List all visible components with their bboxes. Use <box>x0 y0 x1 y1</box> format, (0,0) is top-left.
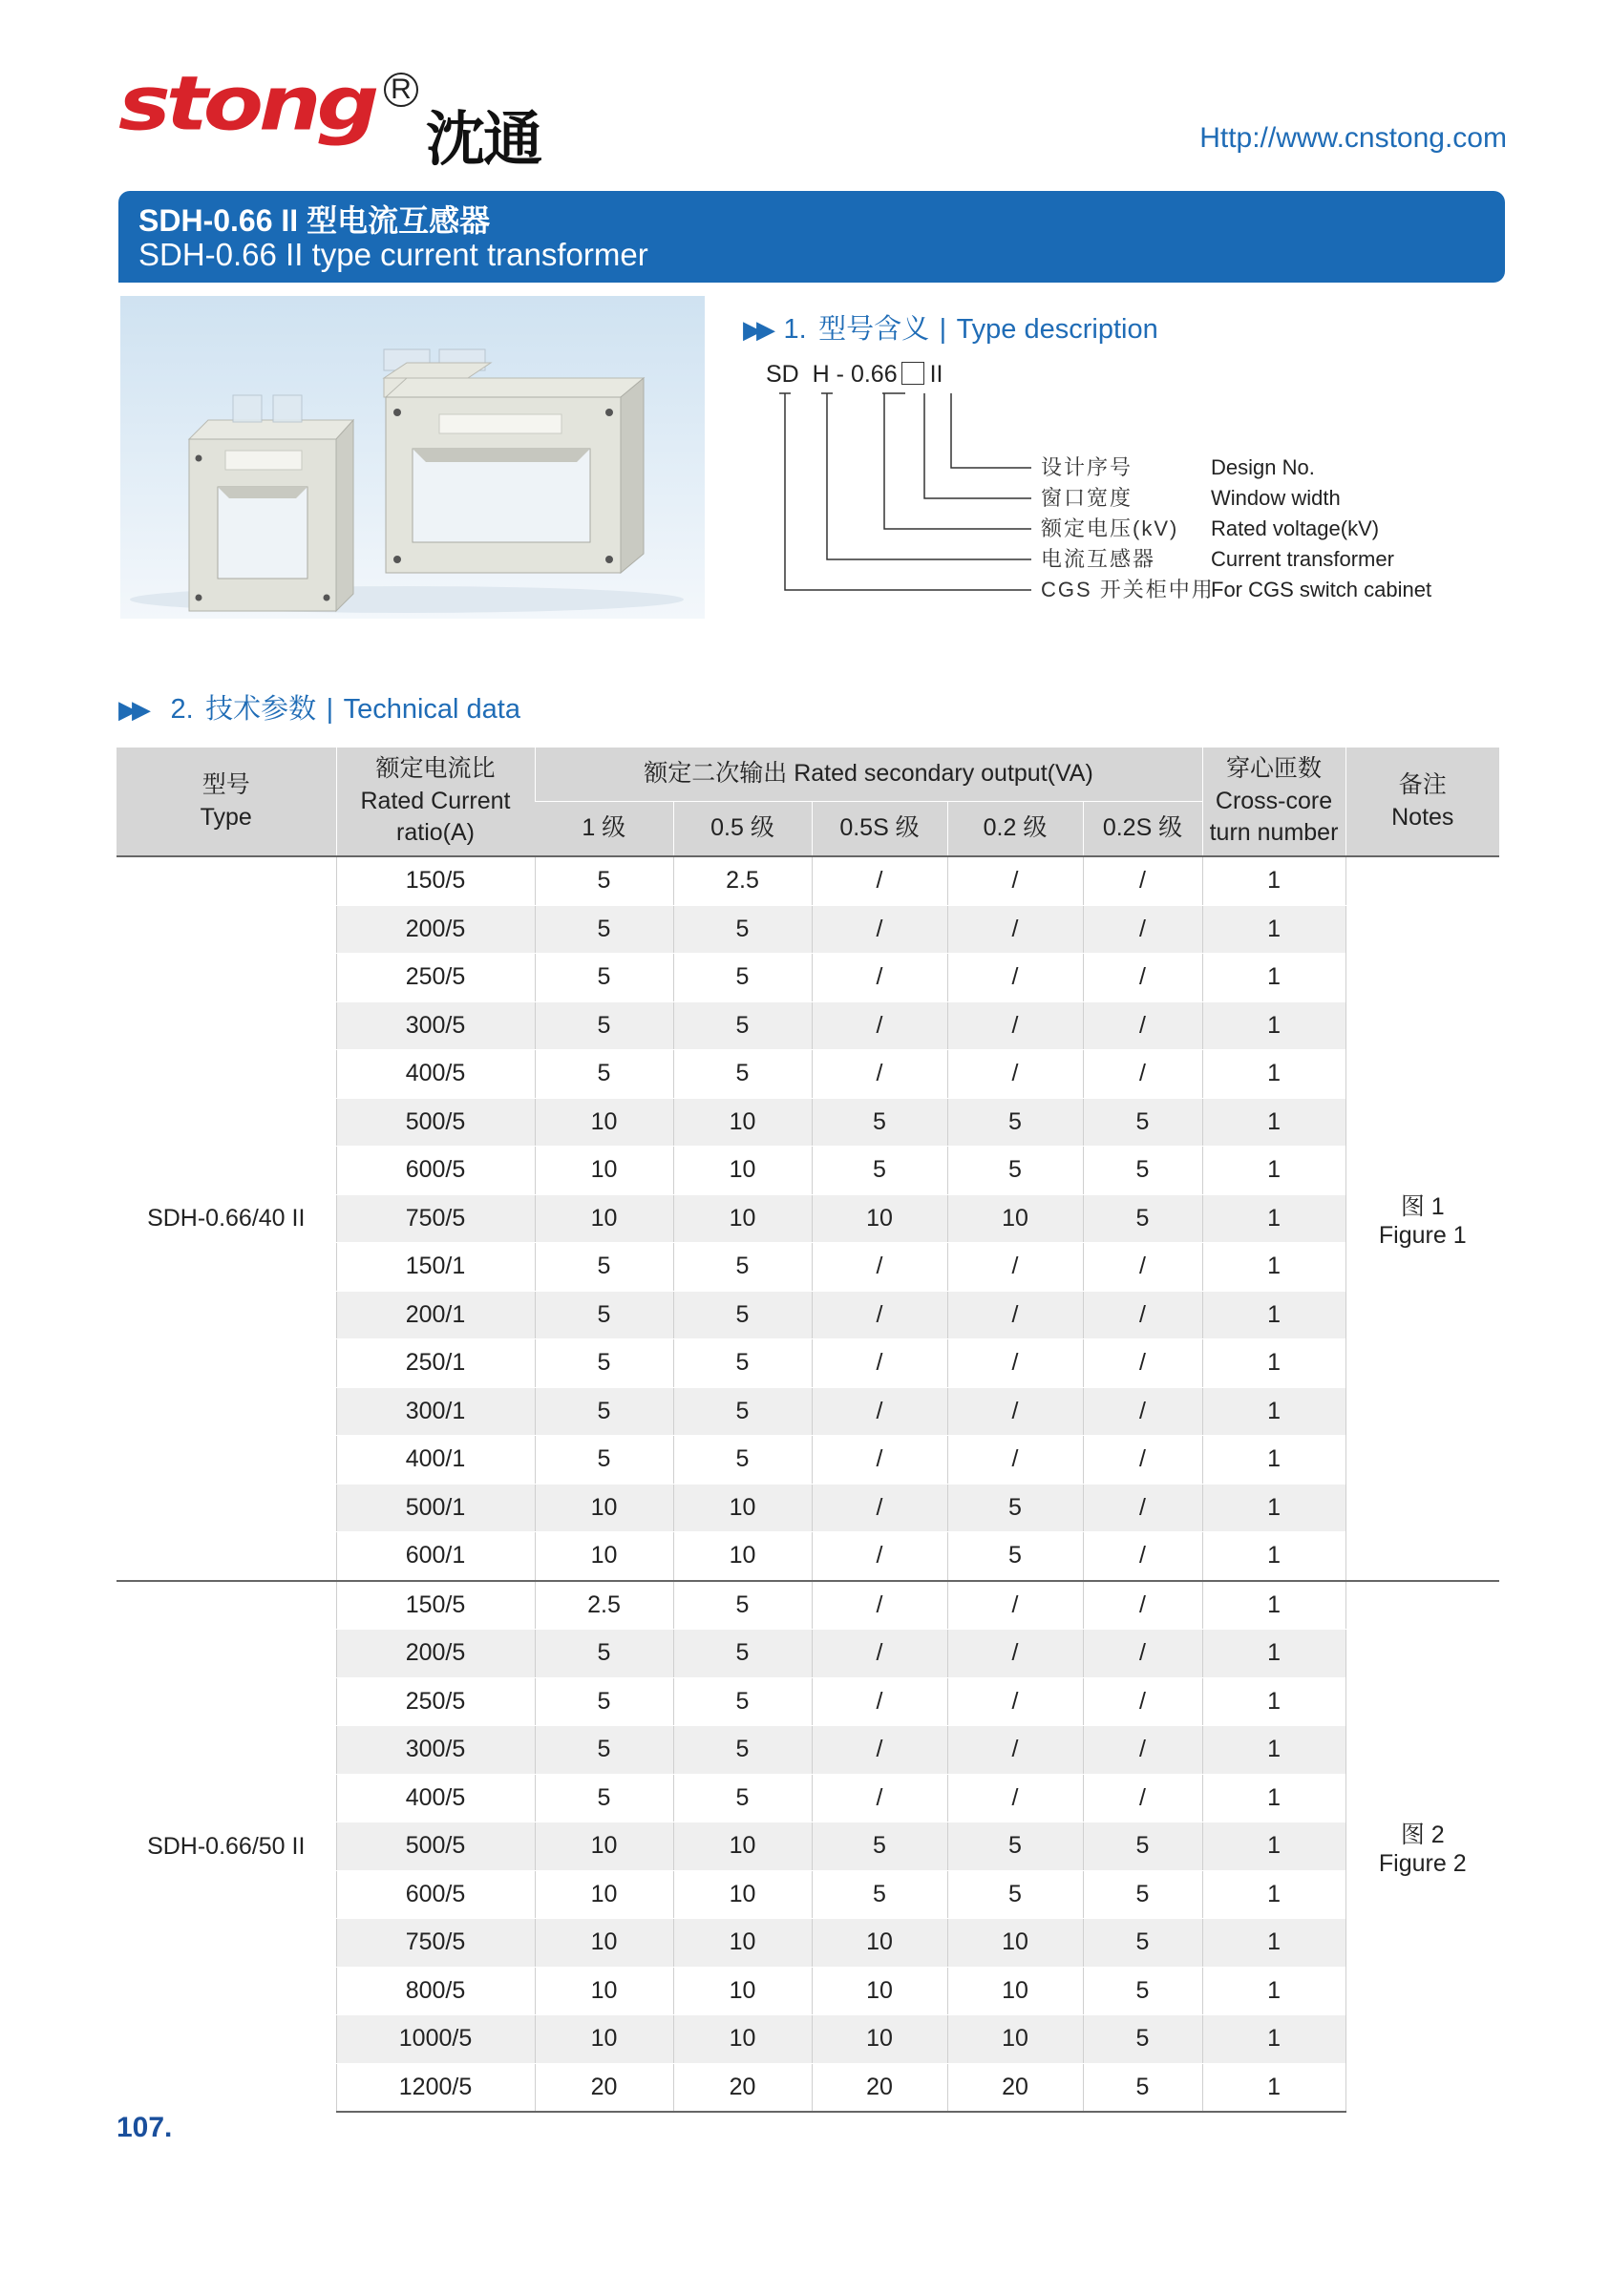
section2-title-en: Technical data <box>343 694 520 725</box>
output-cell: 5 <box>812 1098 947 1147</box>
table-row <box>117 856 1499 905</box>
header-ratio <box>336 748 535 856</box>
turns-cell: 1 <box>1202 1194 1345 1243</box>
turns-cell: 1 <box>1202 1677 1345 1726</box>
note-cn: 图 1 <box>1400 1192 1445 1220</box>
output-cell: 10 <box>535 1532 673 1581</box>
output-cell: 5 <box>673 1726 812 1775</box>
header-ratio-cn: 额定电流比 <box>375 754 496 782</box>
legend-en-window-width: Window width <box>1211 486 1341 510</box>
output-cell: / <box>812 954 947 1002</box>
output-cell: 5 <box>535 1291 673 1339</box>
output-cell: 10 <box>673 1822 812 1871</box>
section2-heading <box>118 687 520 727</box>
header-type-en: Type <box>200 803 252 831</box>
ratio-cell: 200/5 <box>336 1630 535 1678</box>
legend-cn-window-width: 窗口宽度 <box>1041 486 1133 510</box>
note-en: Figure 2 <box>1378 1849 1467 1877</box>
output-cell: 5 <box>673 1339 812 1388</box>
output-cell: / <box>812 1291 947 1339</box>
double-arrow-icon: ▶▶ <box>118 695 145 724</box>
output-cell: 5 <box>535 856 673 905</box>
output-cell: / <box>812 1387 947 1436</box>
header-output-cn: 额定二次输出 <box>644 760 788 788</box>
product-photo <box>120 296 705 619</box>
output-cell: / <box>947 1001 1083 1050</box>
header-class-0-2: 0.2 级 <box>947 802 1083 857</box>
output-cell: / <box>1083 1726 1202 1775</box>
output-cell: / <box>947 1581 1083 1630</box>
turns-cell: 1 <box>1202 1147 1345 1195</box>
ratio-cell: 300/1 <box>336 1387 535 1436</box>
note-cn: 图 2 <box>1400 1821 1445 1848</box>
output-cell: 5 <box>535 1050 673 1099</box>
output-cell: / <box>1083 905 1202 954</box>
output-cell: / <box>947 905 1083 954</box>
turns-cell: 1 <box>1202 2015 1345 2064</box>
output-cell: 5 <box>673 1581 812 1630</box>
output-cell: 20 <box>812 2063 947 2112</box>
section2-number: 2. <box>170 694 194 725</box>
output-cell: 10 <box>535 2015 673 2064</box>
output-cell: 5 <box>1083 1194 1202 1243</box>
large-transformer-shape <box>384 349 644 573</box>
output-cell: 5 <box>673 1677 812 1726</box>
output-cell: 20 <box>947 2063 1083 2112</box>
type-legend <box>1041 453 1215 605</box>
registered-mark: R <box>384 73 418 107</box>
code-sd: SD <box>766 361 799 388</box>
output-cell: 10 <box>947 1194 1083 1243</box>
ratio-cell: 500/1 <box>336 1484 535 1532</box>
output-cell: / <box>947 1291 1083 1339</box>
output-cell: 5 <box>535 1339 673 1388</box>
legend-en-design-no: Design No. <box>1211 455 1315 479</box>
turns-cell: 1 <box>1202 1387 1345 1436</box>
model-cell: SDH-0.66/40 II <box>117 856 336 1581</box>
website-link[interactable]: Http://www.cnstong.com <box>1199 122 1507 154</box>
header-ratio-en1: Rated Current <box>360 787 511 814</box>
output-cell: / <box>1083 1484 1202 1532</box>
page-number: 107. <box>117 2112 173 2143</box>
output-cell: 5 <box>673 1291 812 1339</box>
output-cell: 5 <box>1083 1870 1202 1919</box>
turns-cell: 1 <box>1202 1098 1345 1147</box>
ratio-cell: 250/5 <box>336 954 535 1002</box>
legend-cn-current-transformer: 电流互感器 <box>1041 547 1156 571</box>
output-cell: 5 <box>535 1243 673 1292</box>
output-cell: / <box>947 1677 1083 1726</box>
output-cell: 10 <box>673 1098 812 1147</box>
output-cell: / <box>812 1532 947 1581</box>
output-cell: 10 <box>673 1147 812 1195</box>
transformer-illustration <box>120 296 705 619</box>
ratio-cell: 150/5 <box>336 856 535 905</box>
output-cell: 5 <box>673 1001 812 1050</box>
output-cell: 10 <box>673 1484 812 1532</box>
output-cell: / <box>947 1243 1083 1292</box>
ratio-cell: 200/5 <box>336 905 535 954</box>
output-cell: 5 <box>673 1243 812 1292</box>
header-output <box>535 748 1202 802</box>
ratio-cell: 600/1 <box>336 1532 535 1581</box>
output-cell: 5 <box>673 1436 812 1485</box>
page-title-cn: SDH-0.66 II 型电流互感器 <box>138 203 491 238</box>
code-h: H <box>812 361 830 388</box>
output-cell: / <box>1083 1291 1202 1339</box>
output-cell: / <box>947 1050 1083 1099</box>
legend-cn-design-no: 设计序号 <box>1041 455 1133 479</box>
turns-cell: 1 <box>1202 1630 1345 1678</box>
turns-cell: 1 <box>1202 1050 1345 1099</box>
output-cell: / <box>1083 1001 1202 1050</box>
ratio-cell: 750/5 <box>336 1919 535 1968</box>
turns-cell: 1 <box>1202 856 1345 905</box>
ratio-cell: 400/5 <box>336 1050 535 1099</box>
legend-en-cgs: For CGS switch cabinet <box>1211 578 1432 601</box>
ratio-cell: 200/1 <box>336 1291 535 1339</box>
output-cell: 10 <box>673 1194 812 1243</box>
output-cell: 5 <box>673 1630 812 1678</box>
header-notes <box>1345 748 1499 856</box>
header-turns-en2: turn number <box>1209 819 1339 847</box>
output-cell: 5 <box>535 1436 673 1485</box>
table-body <box>117 856 1499 2112</box>
legend-en-current-transformer: Current transformer <box>1211 547 1394 571</box>
output-cell: / <box>947 1630 1083 1678</box>
header-class-0-2s: 0.2S 级 <box>1083 802 1202 857</box>
turns-cell: 1 <box>1202 1822 1345 1871</box>
ratio-cell: 150/5 <box>336 1581 535 1630</box>
output-cell: 2.5 <box>673 856 812 905</box>
output-cell: 5 <box>1083 1822 1202 1871</box>
output-cell: / <box>1083 1532 1202 1581</box>
turns-cell: 1 <box>1202 1532 1345 1581</box>
output-cell: 2.5 <box>535 1581 673 1630</box>
output-cell: 5 <box>535 1677 673 1726</box>
output-cell: 20 <box>673 2063 812 2112</box>
model-cell: SDH-0.66/50 II <box>117 1581 336 2113</box>
header-turns-cn: 穿心匝数 <box>1226 754 1323 782</box>
turns-cell: 1 <box>1202 1436 1345 1485</box>
section1-number: 1. <box>783 314 807 345</box>
ratio-cell: 600/5 <box>336 1147 535 1195</box>
double-arrow-icon: ▶▶ <box>743 315 770 344</box>
output-cell: / <box>812 1726 947 1775</box>
code-voltage: 0.66 <box>850 361 898 388</box>
output-cell: / <box>1083 1581 1202 1630</box>
type-legend-en <box>1211 453 1431 605</box>
output-cell: 10 <box>673 1967 812 2015</box>
turns-cell: 1 <box>1202 1484 1345 1532</box>
output-cell: / <box>947 1726 1083 1775</box>
header-class-0-5: 0.5 级 <box>673 802 812 857</box>
output-cell: 10 <box>535 1147 673 1195</box>
ratio-cell: 250/5 <box>336 1677 535 1726</box>
legend-en-rated-voltage: Rated voltage(kV) <box>1211 516 1380 540</box>
output-cell: 5 <box>947 1532 1083 1581</box>
output-cell: 5 <box>947 1870 1083 1919</box>
turns-cell: 1 <box>1202 1967 1345 2015</box>
output-cell: 10 <box>812 1967 947 2015</box>
output-cell: 5 <box>673 905 812 954</box>
output-cell: 5 <box>535 1001 673 1050</box>
small-transformer-shape <box>189 395 353 611</box>
ratio-cell: 750/5 <box>336 1194 535 1243</box>
output-cell: / <box>1083 1387 1202 1436</box>
output-cell: / <box>1083 1630 1202 1678</box>
ratio-cell: 300/5 <box>336 1001 535 1050</box>
output-cell: 10 <box>535 1194 673 1243</box>
output-cell: 5 <box>947 1147 1083 1195</box>
output-cell: / <box>812 1243 947 1292</box>
output-cell: 5 <box>535 1630 673 1678</box>
output-cell: 10 <box>947 1967 1083 2015</box>
output-cell: 10 <box>812 1919 947 1968</box>
ratio-cell: 1000/5 <box>336 2015 535 2064</box>
output-cell: / <box>947 1774 1083 1822</box>
output-cell: 5 <box>673 1050 812 1099</box>
page-title-en: SDH-0.66 II type current transformer <box>138 237 648 272</box>
section1-title-cn: 型号含义 <box>818 314 930 345</box>
output-cell: 10 <box>535 1967 673 2015</box>
code-design-no: II <box>929 361 943 388</box>
type-code <box>766 361 943 389</box>
section1-title-en: Type description <box>956 314 1158 345</box>
output-cell: / <box>812 1050 947 1099</box>
output-cell: 10 <box>673 2015 812 2064</box>
output-cell: 5 <box>947 1098 1083 1147</box>
output-cell: 10 <box>673 1870 812 1919</box>
section2-title-cn: 技术参数 <box>205 694 317 725</box>
output-cell: / <box>947 1387 1083 1436</box>
output-cell: / <box>812 905 947 954</box>
brand-logo-cn: 沈通 <box>426 104 541 174</box>
output-cell: / <box>1083 856 1202 905</box>
output-cell: 10 <box>535 1098 673 1147</box>
notes-cell <box>1345 856 1499 1581</box>
ratio-cell: 500/5 <box>336 1822 535 1871</box>
output-cell: / <box>812 1484 947 1532</box>
output-cell: 5 <box>1083 1967 1202 2015</box>
output-cell: 10 <box>535 1822 673 1871</box>
output-cell: 5 <box>673 1774 812 1822</box>
output-cell: / <box>947 1339 1083 1388</box>
ratio-cell: 800/5 <box>336 1967 535 2015</box>
output-cell: 10 <box>673 1919 812 1968</box>
header-class-0-5s: 0.5S 级 <box>812 802 947 857</box>
legend-cn-cgs: CGS 开关柜中用 <box>1041 578 1215 601</box>
output-cell: 5 <box>535 905 673 954</box>
output-cell: 10 <box>947 1919 1083 1968</box>
output-cell: / <box>812 1001 947 1050</box>
output-cell: 5 <box>947 1484 1083 1532</box>
header-ratio-en2: ratio(A) <box>396 819 475 847</box>
turns-cell: 1 <box>1202 1001 1345 1050</box>
window-width-box <box>901 362 924 385</box>
output-cell: / <box>1083 1774 1202 1822</box>
header-output-en: Rated secondary output(VA) <box>794 760 1093 788</box>
header-class-1: 1 级 <box>535 802 673 857</box>
output-cell: / <box>947 954 1083 1002</box>
output-cell: / <box>812 1581 947 1630</box>
turns-cell: 1 <box>1202 1919 1345 1968</box>
output-cell: / <box>812 1677 947 1726</box>
output-cell: 10 <box>535 1919 673 1968</box>
output-cell: 5 <box>673 1387 812 1436</box>
header-turns <box>1202 748 1345 856</box>
header-type-cn: 型号 <box>201 770 250 798</box>
turns-cell: 1 <box>1202 905 1345 954</box>
output-cell: 10 <box>947 2015 1083 2064</box>
section2-separator: | <box>326 694 334 725</box>
turns-cell: 1 <box>1202 1726 1345 1775</box>
turns-cell: 1 <box>1202 1774 1345 1822</box>
turns-cell: 1 <box>1202 1870 1345 1919</box>
turns-cell: 1 <box>1202 2063 1345 2112</box>
output-cell: / <box>812 1774 947 1822</box>
output-cell: / <box>947 856 1083 905</box>
output-cell: 5 <box>673 954 812 1002</box>
output-cell: / <box>947 1436 1083 1485</box>
turns-cell: 1 <box>1202 1291 1345 1339</box>
code-dash: - <box>836 361 844 388</box>
output-cell: / <box>1083 1677 1202 1726</box>
output-cell: / <box>812 1630 947 1678</box>
ratio-cell: 500/5 <box>336 1098 535 1147</box>
output-cell: 5 <box>535 1387 673 1436</box>
turns-cell: 1 <box>1202 1243 1345 1292</box>
output-cell: 5 <box>812 1147 947 1195</box>
output-cell: 5 <box>947 1822 1083 1871</box>
output-cell: 10 <box>673 1532 812 1581</box>
output-cell: 5 <box>535 1726 673 1775</box>
section1-separator: | <box>939 314 947 345</box>
output-cell: / <box>812 1436 947 1485</box>
output-cell: 5 <box>535 1774 673 1822</box>
output-cell: 5 <box>1083 2015 1202 2064</box>
output-cell: / <box>812 1339 947 1388</box>
header-type <box>117 748 336 856</box>
ratio-cell: 400/1 <box>336 1436 535 1485</box>
output-cell: / <box>1083 1050 1202 1099</box>
output-cell: / <box>1083 1339 1202 1388</box>
output-cell: 10 <box>812 1194 947 1243</box>
output-cell: 5 <box>1083 1147 1202 1195</box>
turns-cell: 1 <box>1202 954 1345 1002</box>
section1-heading <box>743 307 1158 347</box>
output-cell: 5 <box>535 954 673 1002</box>
output-cell: 5 <box>1083 1919 1202 1968</box>
output-cell: / <box>812 856 947 905</box>
notes-cell <box>1345 1581 1499 2113</box>
type-code-connector-lines <box>764 391 1050 601</box>
output-cell: / <box>1083 954 1202 1002</box>
header-notes-cn: 备注 <box>1398 770 1447 798</box>
output-cell: 5 <box>1083 2063 1202 2112</box>
brand-logo: stong <box>118 60 375 148</box>
turns-cell: 1 <box>1202 1581 1345 1630</box>
table-row <box>117 1581 1499 1630</box>
turns-cell: 1 <box>1202 1339 1345 1388</box>
ratio-cell: 300/5 <box>336 1726 535 1775</box>
ratio-cell: 1200/5 <box>336 2063 535 2112</box>
output-cell: 10 <box>535 1870 673 1919</box>
output-cell: / <box>1083 1243 1202 1292</box>
output-cell: 10 <box>812 2015 947 2064</box>
ratio-cell: 400/5 <box>336 1774 535 1822</box>
output-cell: 20 <box>535 2063 673 2112</box>
header-turns-en1: Cross-core <box>1215 787 1333 814</box>
header-notes-en: Notes <box>1391 803 1454 831</box>
output-cell: 10 <box>535 1484 673 1532</box>
output-cell: 5 <box>812 1822 947 1871</box>
note-en: Figure 1 <box>1378 1221 1467 1249</box>
legend-cn-rated-voltage: 额定电压(kV) <box>1041 516 1179 540</box>
output-cell: / <box>1083 1436 1202 1485</box>
ratio-cell: 150/1 <box>336 1243 535 1292</box>
output-cell: 5 <box>1083 1098 1202 1147</box>
ratio-cell: 600/5 <box>336 1870 535 1919</box>
output-cell: 5 <box>812 1870 947 1919</box>
technical-data-table <box>117 748 1499 2113</box>
ratio-cell: 250/1 <box>336 1339 535 1388</box>
